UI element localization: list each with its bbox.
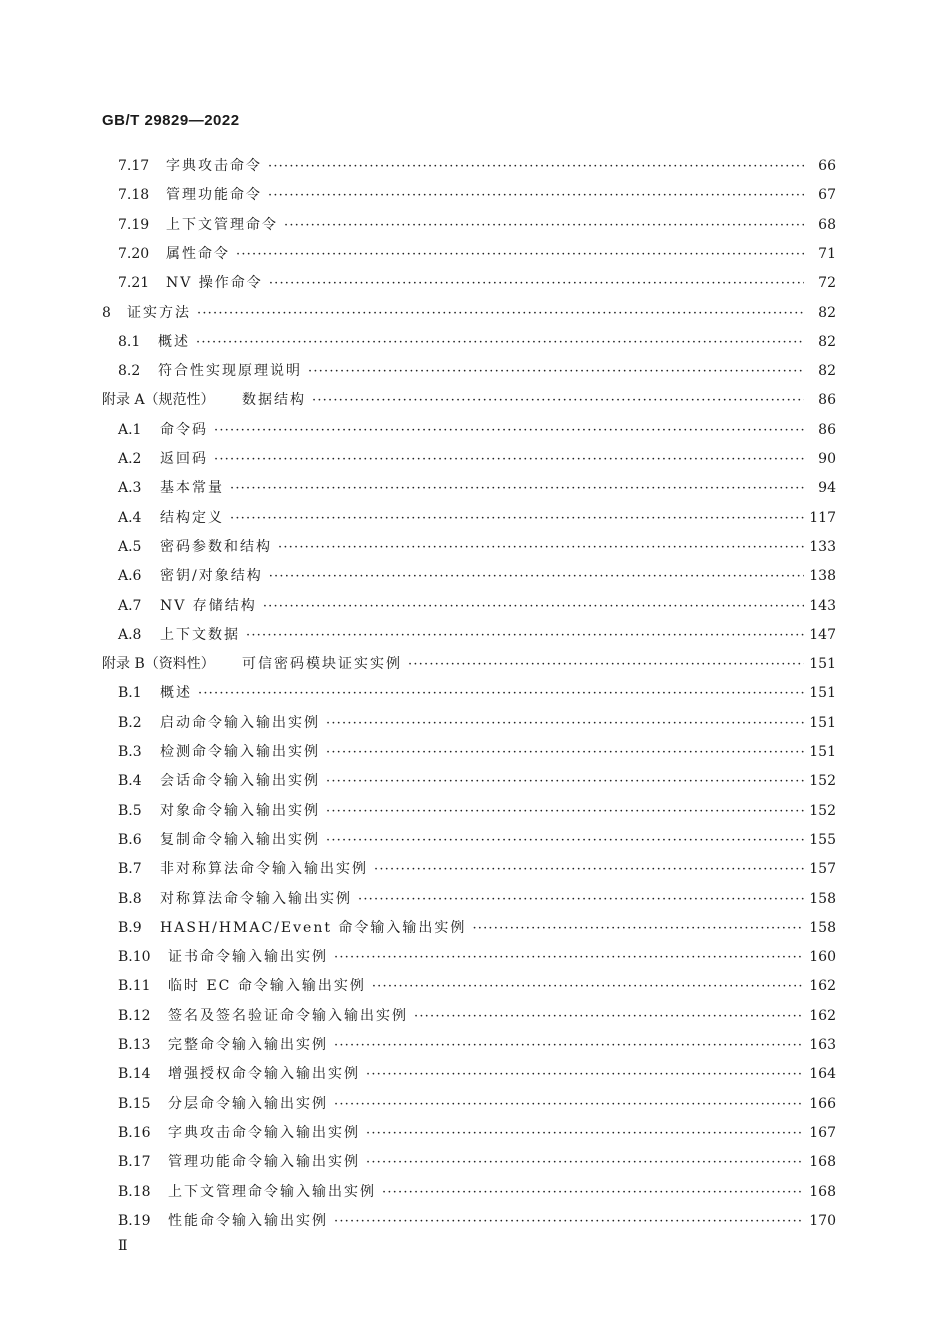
toc-entry-page: 151: [809, 714, 836, 731]
toc-entry-title: 性能命令输入输出实例: [168, 1212, 328, 1229]
dot-leader: [268, 181, 804, 210]
standard-code-header: GB/T 29829—2022: [102, 112, 240, 129]
toc-entry-number: B.6: [118, 831, 142, 848]
dot-leader: [214, 445, 804, 474]
dot-leader: [334, 943, 804, 972]
toc-entry-title: 命令码: [160, 421, 208, 438]
dot-leader: [408, 650, 804, 679]
dot-leader: [472, 914, 804, 943]
toc-entry-number: 8.1: [118, 333, 141, 350]
dot-leader: [382, 1178, 804, 1207]
toc-entry-number: A.2: [118, 451, 142, 467]
toc-entry[interactable]: [118, 240, 836, 269]
toc-entry-title: 管理功能命令输入输出实例: [168, 1154, 360, 1171]
toc-entry-number: B.8: [118, 890, 142, 907]
toc-entry-title: 属性命令: [166, 245, 230, 262]
toc-entry[interactable]: [118, 826, 836, 855]
toc-entry-number: 7.17: [118, 158, 150, 174]
dot-leader: [366, 1119, 804, 1148]
toc-entry-page: 82: [818, 333, 836, 350]
dot-leader: [308, 357, 804, 386]
toc-entry-title: 检测命令输入输出实例: [160, 744, 320, 760]
toc-entry-title: 管理功能命令: [166, 187, 262, 204]
dot-leader: [414, 1002, 804, 1031]
toc-entry[interactable]: [118, 1031, 836, 1060]
toc-entry-page: 66: [818, 158, 836, 174]
toc-entry-number: B.3: [118, 744, 142, 760]
toc-entry-page: 151: [809, 656, 836, 673]
toc-entry-page: 138: [809, 568, 836, 585]
toc-entry[interactable]: [102, 386, 836, 415]
toc-entry-number: A.4: [118, 509, 142, 526]
toc-entry-number: 7.18: [118, 187, 150, 204]
toc-entry-number: A.8: [118, 626, 142, 643]
toc-entry-page: 167: [809, 1124, 836, 1141]
toc-entry-page: 86: [818, 421, 836, 438]
toc-entry[interactable]: [118, 357, 836, 386]
toc-entry-page: 155: [809, 831, 836, 848]
toc-entry-page: 86: [818, 392, 836, 409]
dot-leader: [269, 269, 804, 298]
toc-entry-title: 复制命令输入输出实例: [160, 831, 320, 848]
toc-entry-title: 数据结构: [242, 392, 306, 409]
toc-entry[interactable]: [118, 1207, 836, 1236]
toc-entry[interactable]: [118, 1148, 836, 1177]
toc-entry-number: B.16: [118, 1124, 151, 1141]
toc-entry-page: 164: [809, 1066, 836, 1083]
toc-entry-page: 68: [818, 216, 836, 233]
dot-leader: [230, 504, 804, 533]
toc-entry[interactable]: [118, 562, 836, 591]
toc-entry-page: 162: [809, 978, 836, 995]
dot-leader: [326, 826, 804, 855]
toc-entry-title: 非对称算法命令输入输出实例: [160, 861, 368, 878]
toc-entry-page: 143: [809, 597, 836, 614]
toc-entry-number: B.13: [118, 1037, 151, 1053]
toc-entry[interactable]: [118, 474, 836, 503]
toc-entry-title: 上下文管理命令: [166, 216, 278, 233]
toc-entry-title: 结构定义: [160, 509, 224, 526]
toc-entry[interactable]: [118, 328, 836, 357]
dot-leader: [230, 474, 804, 503]
toc-entry-title: 签名及签名验证命令输入输出实例: [168, 1007, 408, 1024]
toc-entry-number: 7.20: [118, 245, 150, 262]
toc-entry[interactable]: [118, 1119, 836, 1148]
toc-entry-title: NV 操作命令: [166, 275, 263, 292]
toc-entry[interactable]: [118, 738, 836, 767]
toc-entry-page: 151: [809, 685, 836, 702]
toc-entry[interactable]: [118, 679, 836, 708]
dot-leader: [263, 592, 804, 621]
toc-entry-number: A.3: [118, 480, 142, 497]
toc-entry[interactable]: [118, 885, 836, 914]
toc-entry-number: 8.2: [118, 363, 141, 380]
dot-leader: [334, 1090, 804, 1119]
toc-entry-title: 密码参数和结构: [160, 538, 272, 555]
toc-entry-page: 71: [818, 245, 836, 262]
toc-entry-title: 字典攻击命令输入输出实例: [168, 1124, 360, 1141]
dot-leader: [326, 797, 804, 826]
toc-entry-number: B.1: [118, 685, 142, 702]
toc-entry-page: 163: [809, 1037, 836, 1053]
toc-entry-page: 152: [809, 802, 836, 819]
toc-entry[interactable]: [118, 1178, 836, 1207]
toc-entry-title: 对象命令输入输出实例: [160, 802, 320, 819]
toc-entry-title: NV 存储结构: [160, 597, 257, 614]
dot-leader: [326, 738, 804, 767]
toc-entry-title: 符合性实现原理说明: [158, 363, 302, 380]
toc-entry[interactable]: [118, 533, 836, 562]
toc-entry-title: 对称算法命令输入输出实例: [160, 890, 352, 907]
toc-entry-title: 临时 EC 命令输入输出实例: [168, 978, 366, 995]
toc-entry-number: B.14: [118, 1066, 151, 1083]
dot-leader: [197, 299, 804, 328]
toc-entry-title: 完整命令输入输出实例: [168, 1037, 328, 1053]
toc-entry-title: 字典攻击命令: [166, 158, 262, 174]
toc-entry-number: A.7: [118, 597, 142, 614]
toc-entry-title: 概述: [158, 333, 190, 350]
toc-entry-title: 可信密码模块证实实例: [242, 656, 402, 673]
toc-entry[interactable]: [102, 299, 836, 328]
toc-entry[interactable]: [118, 972, 836, 1001]
toc-entry-title: 返回码: [160, 451, 208, 467]
toc-entry-page: 160: [809, 949, 836, 966]
toc-entry[interactable]: [118, 592, 836, 621]
dot-leader: [196, 328, 804, 357]
toc-entry-title: 证实方法: [127, 304, 191, 321]
toc-entry-number: B.11: [118, 978, 151, 995]
toc-entry-title: 会话命令输入输出实例: [160, 773, 320, 790]
toc-entry-page: 82: [818, 304, 836, 321]
toc-entry-page: 151: [809, 744, 836, 760]
toc-entry-page: 67: [818, 187, 836, 204]
toc-entry[interactable]: [118, 797, 836, 826]
page-number: Ⅱ: [118, 1238, 128, 1254]
toc-entry-number: B.12: [118, 1007, 151, 1024]
toc-entry-page: 168: [809, 1154, 836, 1171]
toc-entry[interactable]: [118, 181, 836, 210]
dot-leader: [269, 562, 804, 591]
toc-entry-page: 162: [809, 1007, 836, 1024]
toc-entry[interactable]: [118, 943, 836, 972]
toc-entry-number: B.10: [118, 949, 151, 966]
dot-leader: [326, 767, 804, 796]
toc-entry-page: 168: [809, 1183, 836, 1200]
toc-entry-number: B.17: [118, 1154, 151, 1171]
toc-entry[interactable]: [118, 504, 836, 533]
toc-entry-number: 附录 B（资料性）: [102, 656, 215, 673]
toc-entry-number: B.9: [118, 919, 142, 936]
toc-entry-number: B.2: [118, 714, 142, 731]
dot-leader: [326, 709, 804, 738]
toc-entry-title: 基本常量: [160, 480, 224, 497]
toc-entry-number: 8: [102, 304, 111, 321]
dot-leader: [312, 386, 804, 415]
toc-entry-page: 170: [809, 1212, 836, 1229]
toc-entry-title: HASH/HMAC/Event 命令输入输出实例: [160, 919, 467, 936]
toc-entry-number: A.5: [118, 538, 142, 555]
toc-entry[interactable]: [102, 650, 836, 679]
toc-entry-number: B.15: [118, 1095, 151, 1112]
toc-entry-number: B.19: [118, 1212, 151, 1229]
toc-entry[interactable]: [118, 1060, 836, 1089]
dot-leader: [198, 679, 804, 708]
toc-entry-page: 94: [818, 480, 836, 497]
toc-entry-number: B.18: [118, 1183, 151, 1200]
toc-entry[interactable]: [118, 767, 836, 796]
dot-leader: [366, 1148, 804, 1177]
toc-entry-title: 分层命令输入输出实例: [168, 1095, 328, 1112]
dot-leader: [358, 885, 804, 914]
toc-entry[interactable]: [118, 914, 836, 943]
toc-entry-number: A.1: [118, 421, 142, 438]
toc-entry-number: A.6: [118, 568, 142, 585]
toc-entry-page: 90: [818, 451, 836, 467]
toc-entry[interactable]: [118, 211, 836, 240]
toc-entry-page: 166: [809, 1095, 836, 1112]
dot-leader: [236, 240, 804, 269]
toc-entry[interactable]: [118, 709, 836, 738]
toc-entry-page: 152: [809, 773, 836, 790]
toc-entry[interactable]: [118, 1090, 836, 1119]
toc-entry-title: 上下文管理命令输入输出实例: [168, 1183, 376, 1200]
dot-leader: [334, 1031, 804, 1060]
toc-entry-page: 158: [809, 890, 836, 907]
toc-entry-page: 133: [809, 538, 836, 555]
toc-entry-title: 启动命令输入输出实例: [160, 714, 320, 731]
toc-entry-number: B.4: [118, 773, 142, 790]
toc-entry-page: 72: [818, 275, 836, 292]
toc-entry-number: 附录 A（规范性）: [102, 392, 215, 409]
toc-entry-number: 7.19: [118, 216, 150, 233]
toc-entry-title: 密钥/对象结构: [160, 568, 263, 585]
dot-leader: [366, 1060, 804, 1089]
toc-entry-page: 157: [809, 861, 836, 878]
toc-entry[interactable]: [118, 1002, 836, 1031]
dot-leader: [278, 533, 804, 562]
dot-leader: [372, 972, 804, 1001]
toc-entry-page: 147: [809, 626, 836, 643]
toc-entry-number: B.5: [118, 802, 142, 819]
dot-leader: [214, 416, 804, 445]
toc-entry-title: 增强授权命令输入输出实例: [168, 1066, 360, 1083]
dot-leader: [284, 211, 804, 240]
toc-entry-page: 82: [818, 363, 836, 380]
toc-entry-number: 7.21: [118, 275, 150, 292]
toc-entry[interactable]: [118, 621, 836, 650]
toc-entry-number: B.7: [118, 861, 142, 878]
toc-entry[interactable]: [118, 855, 836, 884]
toc-entry[interactable]: [118, 416, 836, 445]
toc-entry[interactable]: [118, 445, 836, 474]
dot-leader: [374, 855, 804, 884]
toc-entry[interactable]: [118, 269, 836, 298]
toc-entry-title: 证书命令输入输出实例: [168, 949, 328, 966]
dot-leader: [268, 152, 804, 181]
toc-entry-title: 上下文数据: [160, 626, 240, 643]
toc-entry[interactable]: [118, 152, 836, 181]
toc-entry-page: 117: [809, 509, 836, 526]
toc-entry-title: 概述: [160, 685, 192, 702]
toc-entry-page: 158: [809, 919, 836, 936]
dot-leader: [334, 1207, 804, 1236]
dot-leader: [246, 621, 804, 650]
